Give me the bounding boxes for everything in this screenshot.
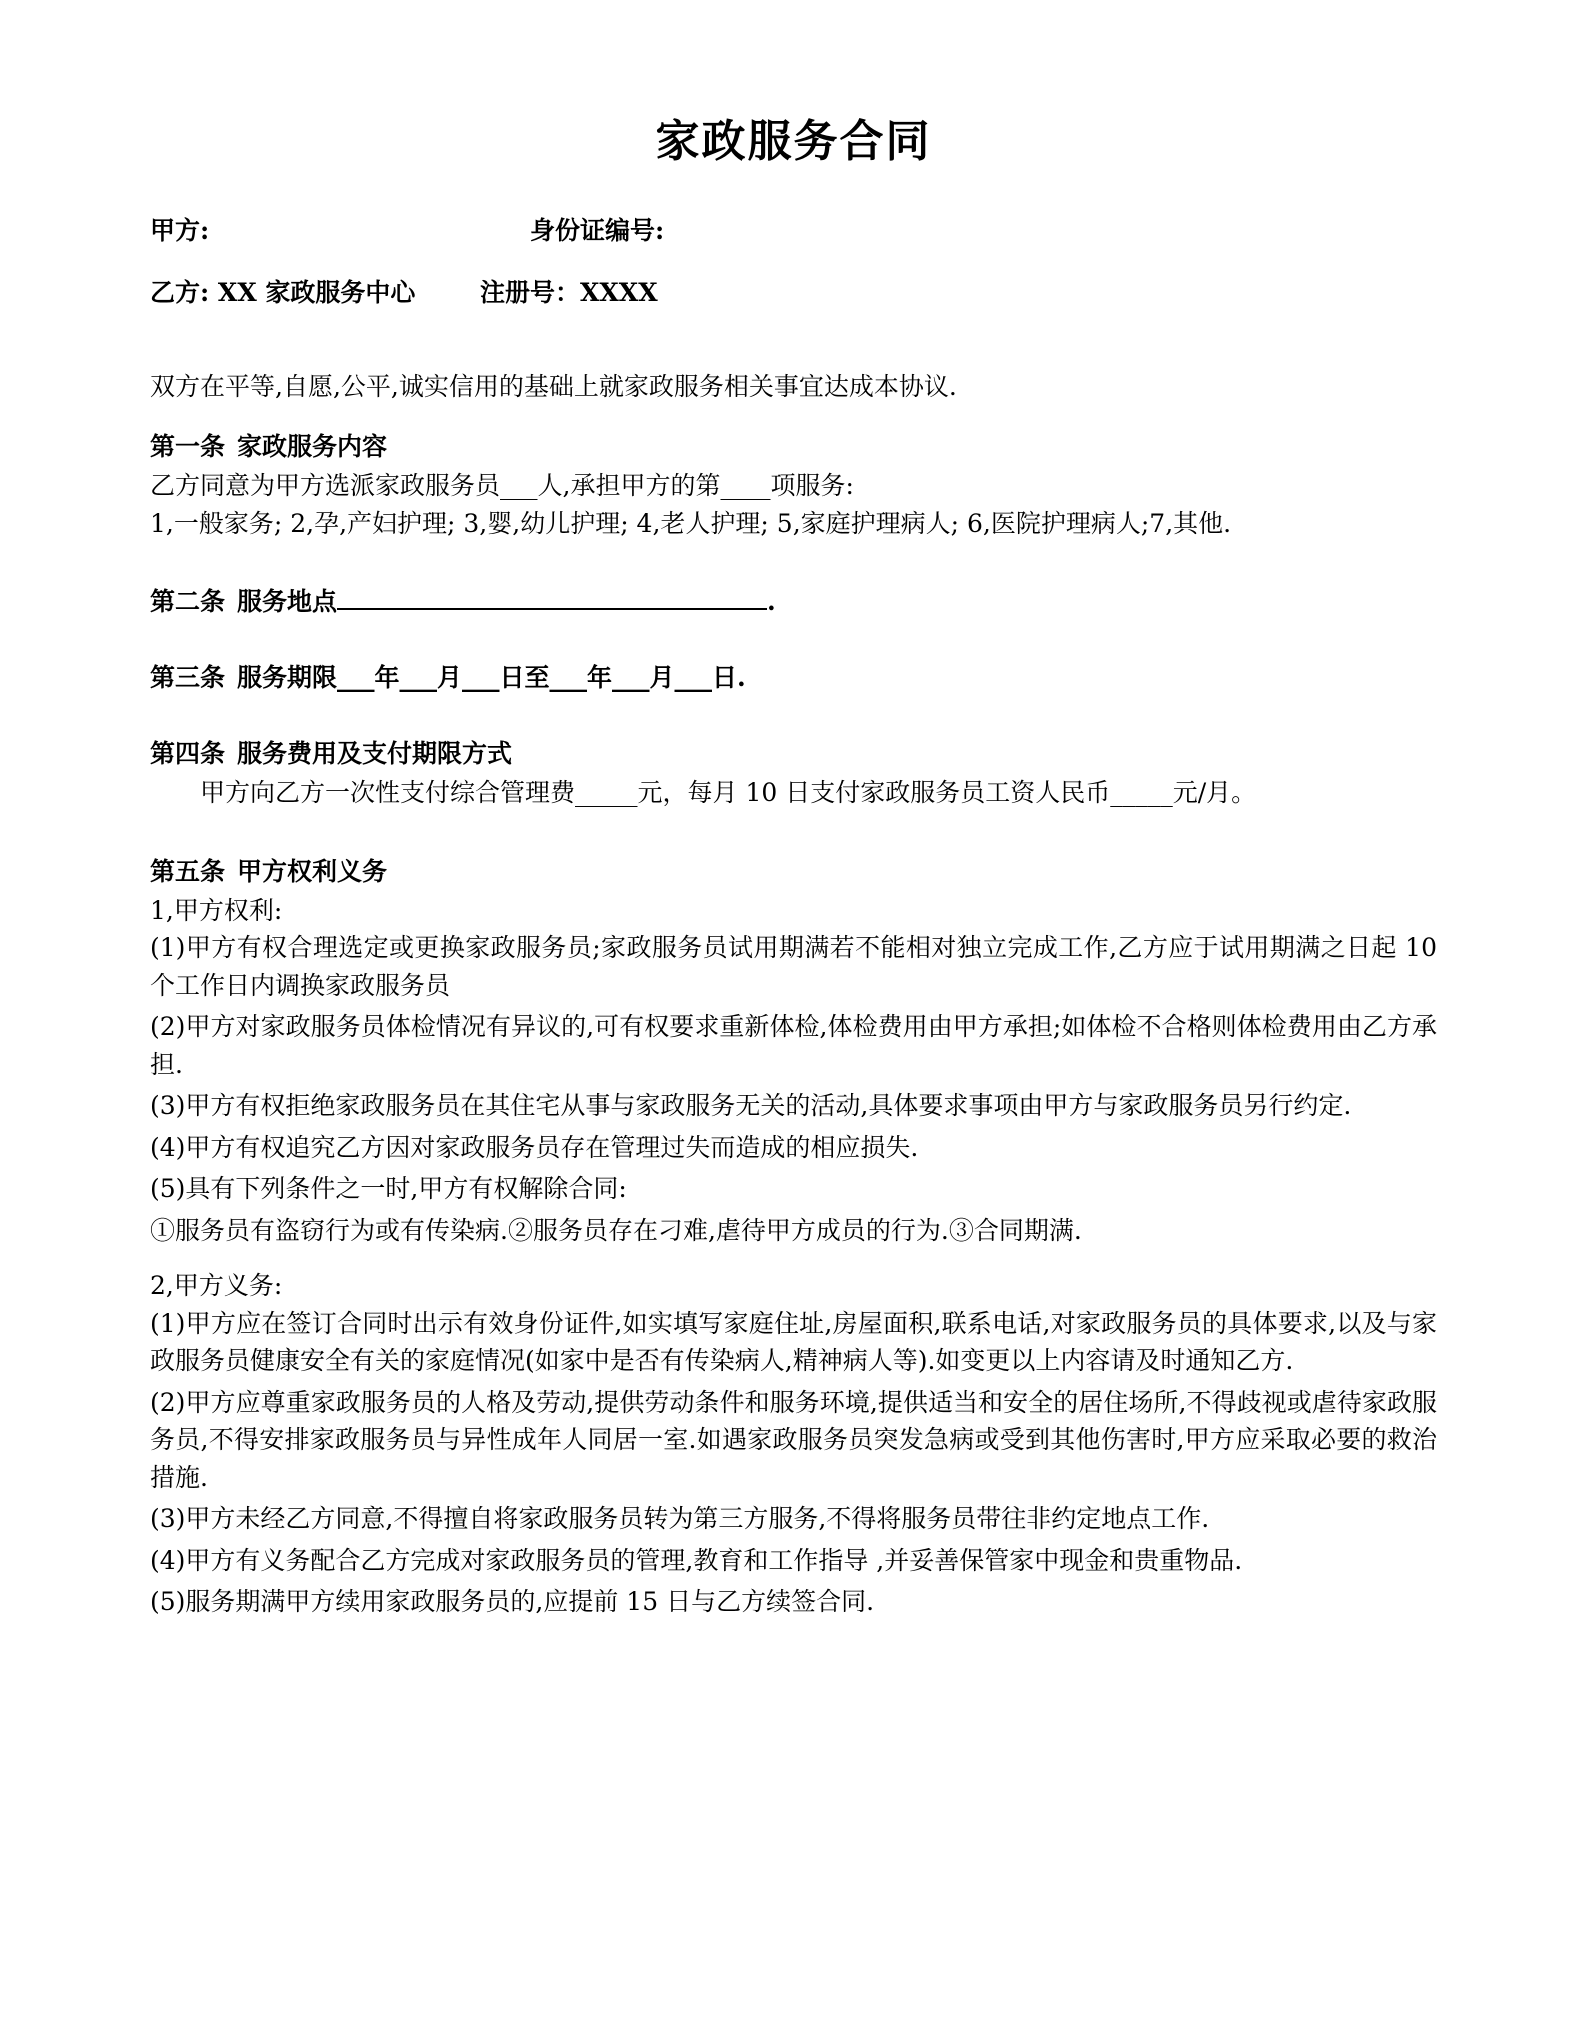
clause-1-title: 家政服务内容 <box>237 432 388 462</box>
clause-1-number: 第一条 <box>150 432 226 462</box>
section5-duty-5: (5)服务期满甲方续用家政服务员的,应提前 15 日与乙方续签合同. <box>150 1587 875 1617</box>
clause-3-heading <box>150 658 1437 694</box>
clause-5-heading <box>150 852 1437 888</box>
section5-right-1: (1)甲方有权合理选定或更换家政服务员;家政服务员试用期满若不能相对独立完成工作,乙方应于试用期满之日起 10 个工作日内调换家政服务员 <box>150 933 1437 1000</box>
clause-5-title: 甲方权利义务 <box>237 856 388 886</box>
section5-right-3: (3)甲方有权拒绝家政服务员在其住宅从事与家政服务无关的活动,具体要求事项由甲方与家政服务员另行约定. <box>150 1091 1352 1121</box>
clause-4-title: 服务费用及支付期限方式 <box>237 739 513 769</box>
clause-2-suffix: . <box>767 587 776 617</box>
service-location-blank[interactable] <box>337 608 767 610</box>
clause-4-line-1: 甲方向乙方一次性支付综合管理费_____元，每月 10 日支付家政服务员工资人民币_____元/月。 <box>200 778 1257 808</box>
id-number-label: 身份证编号: <box>530 216 665 245</box>
clause-3-title: 服务期限 <box>237 663 338 693</box>
section5-right-5: (5)具有下列条件之一时,甲方有权解除合同: <box>150 1174 627 1204</box>
clause-5-number: 第五条 <box>150 856 226 886</box>
register-number-label: 注册号：XXXX <box>480 278 658 307</box>
clause-4-number: 第四条 <box>150 739 226 769</box>
section5-duty-4: (4)甲方有义务配合乙方完成对家政服务员的管理,教育和工作指导 ,并妥善保管家中现金和贵重物品. <box>150 1545 1243 1575</box>
section5-right-5-items: ①服务员有盗窃行为或有传染病.②服务员存在刁难,虐待甲方成员的行为.③合同期满. <box>150 1215 1082 1245</box>
section5-duty-1: (1)甲方应在签订合同时出示有效身份证件,如实填写家庭住址,房屋面积,联系电话,对家政服务员的具体要求,以及与家政服务员健康安全有关的家庭情况(如家中是否有传染病人,精神病人等).如变更以上内容请及时通知乙方. <box>150 1308 1437 1376</box>
clause-2-number: 第二条 <box>150 587 226 617</box>
intro-paragraph: 双方在平等,自愿,公平,诚实信用的基础上就家政服务相关事宜达成本协议. <box>150 372 957 401</box>
clause-1-line-2: 1,一般家务; 2,孕,产妇护理; 3,婴,幼儿护理; 4,老人护理; 5,家庭护理病人; 6,医院护理病人;7,其他. <box>150 508 1232 538</box>
party-b-row <box>150 273 1437 309</box>
party-a-row <box>150 211 1437 247</box>
clause-1-line-1: 乙方同意为甲方选派家政服务员___人,承担甲方的第____项服务: <box>150 471 854 501</box>
section5-duty-2: (2)甲方应尊重家政服务员的人格及劳动,提供劳动条件和服务环境,提供适当和安全的居住场所,不得歧视或虐待家政服务员,不得安排家政服务员与异性成年人同居一室.如遇家政服务员突发急病或受到其他伤害时,甲方应采取必要的救治措施. <box>150 1387 1437 1492</box>
party-b-label: 乙方: XX 家政服务中心 <box>150 278 416 307</box>
section5-duties-heading: 2,甲方义务: <box>150 1271 283 1301</box>
clause-4-heading <box>150 734 1437 770</box>
party-a-label: 甲方: <box>150 216 210 245</box>
clause-1-heading <box>150 427 1437 463</box>
clause-2-heading <box>150 582 1437 618</box>
clause-3-inline: ___年___月___日至___年___月___日. <box>337 663 746 693</box>
page-title: 家政服务合同 <box>655 116 932 167</box>
clause-2-title: 服务地点 <box>237 587 338 617</box>
clause-3-number: 第三条 <box>150 663 226 693</box>
section5-duty-3: (3)甲方未经乙方同意,不得擅自将家政服务员转为第三方服务,不得将服务员带往非约定地点工作. <box>150 1504 1210 1534</box>
section5-right-4: (4)甲方有权追究乙方因对家政服务员存在管理过失而造成的相应损失. <box>150 1132 919 1162</box>
section5-rights-heading: 1,甲方权利: <box>150 895 283 925</box>
section5-right-2: (2)甲方对家政服务员体检情况有异议的,可有权要求重新体检,体检费用由甲方承担;如体检不合格则体检费用由乙方承担. <box>150 1012 1437 1079</box>
